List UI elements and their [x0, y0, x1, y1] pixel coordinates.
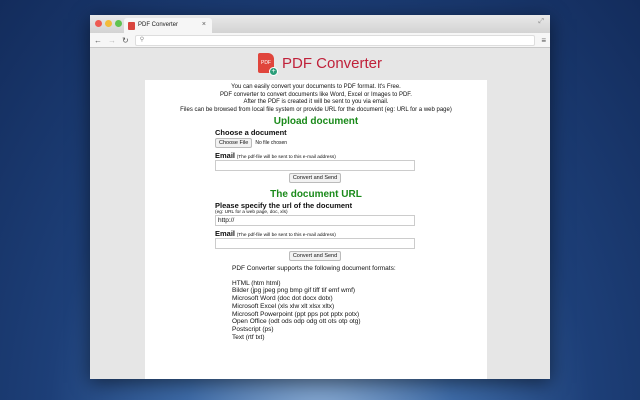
upload-form [215, 128, 415, 181]
choose-document-label: Choose a document [215, 128, 287, 137]
pdf-favicon-icon [128, 22, 135, 30]
upload-heading: Upload document [273, 116, 359, 127]
fullscreen-icon[interactable]: ⤢ [538, 18, 544, 25]
format-item: Bilder (jpg jpeg png bmp gif tiff tif emf wmf) [232, 287, 356, 295]
format-item: Microsoft Word (doc dot docx dotx) [232, 295, 333, 303]
formats-list [232, 265, 487, 341]
format-item: Postscript (ps) [232, 325, 274, 333]
intro-line: PDF converter to convert documents like Word, Excel or Images to PDF. [220, 91, 412, 98]
tab-title: PDF Converter [138, 22, 179, 28]
url-email-input[interactable] [215, 238, 415, 249]
email-label: Email [215, 229, 236, 238]
formats-intro: PDF Converter supports the following document formats: [232, 265, 396, 272]
email-hint: (The pdf-file will be sent to this e-mail address) [236, 155, 336, 160]
back-icon[interactable]: ← [94, 35, 102, 45]
address-bar[interactable] [135, 35, 536, 46]
search-icon: ⚲ [139, 36, 145, 43]
menu-icon[interactable]: ≡ [541, 35, 546, 45]
content-panel [145, 80, 487, 379]
tab-close-icon[interactable]: × [201, 21, 206, 28]
title-bar [90, 15, 550, 33]
browser-toolbar [90, 33, 550, 48]
page-header [90, 48, 550, 78]
page-title: PDF Converter [281, 54, 383, 72]
minimize-window-button[interactable] [105, 20, 112, 27]
email-label: Email [215, 151, 236, 160]
url-form [215, 201, 415, 259]
upload-convert-button[interactable]: Convert and Send [289, 173, 341, 183]
close-window-button[interactable] [95, 20, 102, 27]
url-label: Please specify the url of the document [215, 201, 353, 210]
format-item: Open Office (odt ods odp odg ott ots otp otg) [232, 318, 361, 326]
no-file-text: No file chosen [255, 140, 288, 146]
choose-file-button[interactable]: Choose File [215, 138, 252, 148]
url-hint: (eg: URL for a web page, doc, xls) [215, 210, 288, 215]
window-controls [95, 20, 122, 27]
reload-icon[interactable]: ↻ [122, 35, 129, 45]
intro-line: After the PDF is created it will be sent to you via email. [243, 99, 389, 105]
format-item: Microsoft Excel (xls xlw xlt xlsx xltx) [232, 302, 335, 310]
upload-email-input[interactable] [215, 160, 415, 171]
format-item: Microsoft Powerpoint (ppt pps pot pptx potx) [232, 310, 360, 318]
tab-pdf-converter[interactable] [124, 18, 212, 33]
logo-text: PDF [260, 60, 271, 66]
url-convert-button[interactable]: Convert and Send [289, 251, 341, 261]
intro-text [145, 84, 487, 114]
format-item: Text (rtf txt) [232, 333, 265, 341]
url-input[interactable]: http:// [215, 215, 415, 226]
pdf-logo-icon: PDF + [258, 53, 274, 73]
browser-window [90, 15, 550, 379]
intro-line: You can easily convert your documents to PDF format. It's Free. [231, 84, 401, 90]
format-item: HTML (htm html) [232, 279, 281, 287]
email-hint: (The pdf-file will be sent to this e-mail address) [236, 233, 336, 238]
url-heading: The document URL [270, 189, 362, 200]
intro-line: Files can be browsed from local file system or provide URL for the document (eg: URL for a web page) [180, 106, 452, 113]
forward-icon[interactable]: → [108, 35, 116, 45]
maximize-window-button[interactable] [115, 20, 122, 27]
